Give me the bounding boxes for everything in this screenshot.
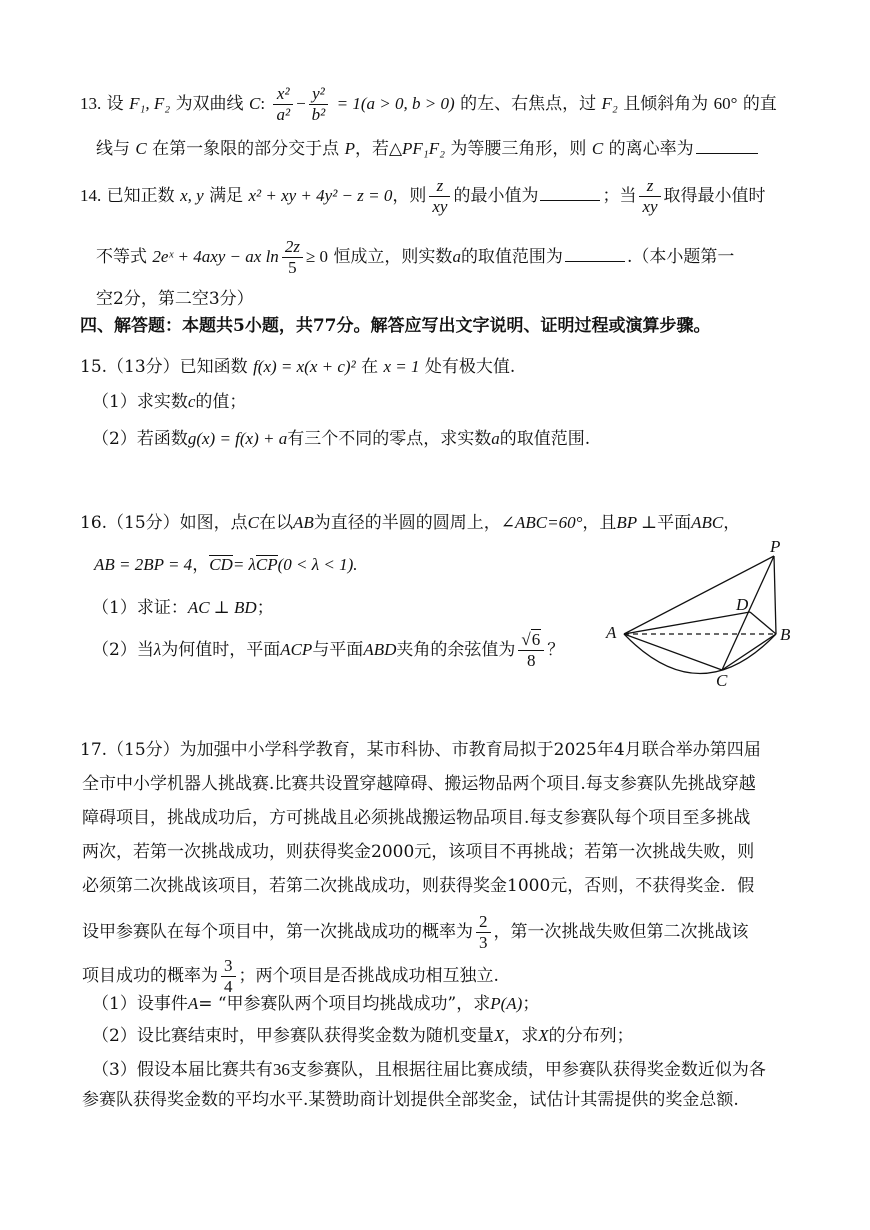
segment-bd bbox=[750, 612, 776, 634]
q14-inequality-1: 2eˣ + 4axy − ax ln bbox=[152, 247, 279, 266]
segment-ap bbox=[624, 556, 774, 634]
q13-colon: : bbox=[260, 94, 266, 113]
q17-l3: 障碍项目，挑战成功后，方可挑战且必须挑战搬运物品项目.每支参赛队每个项目至多挑战 bbox=[82, 808, 751, 828]
q14-z: z bbox=[429, 176, 450, 197]
q14-xy-2: xy bbox=[642, 197, 658, 216]
q13-minus: − bbox=[296, 94, 306, 113]
q13-line2-b: 在第一象限的部分交于点 bbox=[152, 139, 340, 159]
q17-part1-c: ； bbox=[522, 994, 540, 1014]
q15-part2-c: 的取值范围. bbox=[499, 429, 591, 449]
q16-part2 bbox=[92, 630, 564, 671]
label-p: P bbox=[770, 538, 781, 556]
label-a: A bbox=[606, 623, 617, 642]
q14-inequality-2: ≥ 0 bbox=[305, 247, 329, 266]
q16-perp: BP ⊥ bbox=[616, 513, 658, 532]
q14-text-4: 的最小值为 bbox=[453, 186, 539, 206]
q15-text-1: 在 bbox=[361, 357, 379, 377]
q14-2z: 2z bbox=[282, 237, 303, 258]
q13-text-5: 的直 bbox=[742, 94, 777, 114]
section-4-heading bbox=[80, 314, 710, 338]
q14-number: 14. bbox=[80, 186, 102, 205]
q13-number: 13. bbox=[80, 94, 102, 113]
q15-x1: x = 1 bbox=[383, 357, 420, 376]
q13-text-1: 设 bbox=[106, 94, 124, 114]
q13-condition: = 1(a > 0, b > 0) bbox=[336, 94, 455, 113]
q16-sqrt6: √6 bbox=[518, 630, 544, 651]
q17-part3-cont bbox=[82, 1088, 739, 1112]
q17-part2 bbox=[92, 1024, 634, 1048]
q16-part1-c: ； bbox=[256, 598, 274, 618]
q14-text-5: ；当 bbox=[602, 186, 637, 206]
q16-part2-c: 与平面 bbox=[312, 640, 364, 660]
q13-line2-c: ，若△ bbox=[354, 139, 403, 159]
segment-bp bbox=[774, 556, 776, 634]
q15-part1-b: 的值； bbox=[195, 392, 247, 412]
q16-geometry-figure bbox=[600, 538, 800, 688]
q16-text-1: 在以 bbox=[259, 513, 294, 533]
q16-text-4: 平面 bbox=[657, 513, 692, 533]
q17-line5 bbox=[82, 874, 754, 898]
q15-g-function: g(x) = f(x) + a bbox=[187, 429, 288, 448]
q16-point-c: C bbox=[247, 513, 260, 532]
segment-ac bbox=[624, 634, 722, 670]
q17-part3-c: 参赛队获得奖金数的平均水平.某赞助商计划提供全部奖金，试估计其需提供的奖金总额. bbox=[82, 1090, 739, 1110]
label-b: B bbox=[780, 625, 791, 644]
q14-frac-2 bbox=[639, 176, 660, 217]
q16-line1 bbox=[80, 511, 740, 535]
q17-part3-b: 支参赛队，且根据往届比赛成绩，甲参赛队获得奖金数近似为各 bbox=[289, 1060, 766, 1080]
q16-head: 16.（15分）如图，点 bbox=[80, 513, 248, 533]
q16-lambda: λ bbox=[153, 640, 162, 659]
q17-x-2: X bbox=[538, 1026, 549, 1045]
q14-line2-b: 恒成立，则实数 bbox=[333, 247, 453, 267]
q16-six: 6 bbox=[531, 630, 541, 649]
q17-l6-a: 设甲参赛队在每个项目中，第一次挑战成功的概率为 bbox=[82, 922, 473, 942]
q16-plane-abc: ABC bbox=[691, 513, 724, 532]
q17-part3 bbox=[92, 1058, 766, 1082]
q13-y2: y² bbox=[309, 84, 329, 105]
q14-frac-3 bbox=[282, 237, 303, 278]
q15-head: 15.（13分）已知函数 bbox=[80, 357, 248, 377]
q17-line7 bbox=[82, 956, 499, 997]
q13-text-3: 的左、右焦点，过 bbox=[460, 94, 597, 114]
q14-line1 bbox=[80, 176, 766, 217]
q16-eq-lambda: = λ bbox=[232, 555, 256, 574]
q16-angle: ∠ABC=60° bbox=[500, 513, 583, 532]
q16-part1-expr: AC ⊥ BD bbox=[187, 598, 257, 617]
q16-part2-a: （2）当 bbox=[92, 640, 154, 660]
q17-line6 bbox=[82, 912, 749, 953]
q14-line3-text: 空2分，第二空3分） bbox=[96, 289, 254, 309]
q17-two: 2 bbox=[476, 912, 491, 933]
q16-ab: AB bbox=[293, 513, 314, 532]
q17-three-num: 3 bbox=[221, 956, 236, 977]
q13-line2-d: 为等腰三角形，则 bbox=[450, 139, 587, 159]
q16-cos-fraction bbox=[518, 630, 544, 671]
q17-three: 3 bbox=[479, 933, 488, 952]
q16-comma-2: ， bbox=[192, 555, 210, 575]
q16-text-2: 为直径的半圆的圆周上， bbox=[313, 513, 501, 533]
q17-l6-b: ，第一次挑战失败但第二次挑战该 bbox=[493, 922, 749, 942]
label-d: D bbox=[736, 595, 749, 614]
q14-vars: x, y bbox=[180, 186, 204, 205]
q13-curve-2: C bbox=[135, 139, 147, 158]
q15-c: c bbox=[187, 392, 196, 411]
q13-text-2: 为双曲线 bbox=[175, 94, 244, 114]
q13-a2: a² bbox=[276, 105, 291, 124]
q13-frac-x bbox=[273, 84, 293, 125]
q17-frac-three-quarters bbox=[221, 956, 236, 997]
q15-function: f(x) = x(x + c)² bbox=[253, 357, 356, 376]
q13-answer-blank bbox=[696, 135, 758, 154]
q17-part1-b: = “甲参赛队两个项目均挑战成功”，求 bbox=[198, 994, 491, 1014]
q15-a: a bbox=[491, 429, 500, 448]
q17-line1 bbox=[80, 738, 761, 762]
q13-point-p: P bbox=[344, 139, 355, 158]
q14-blank-2 bbox=[565, 243, 625, 262]
q13-frac-y bbox=[309, 84, 329, 125]
q15-part2 bbox=[92, 427, 590, 451]
q14-text-6: 取得最小值时 bbox=[663, 186, 766, 206]
q13-curve-3: C bbox=[591, 139, 604, 158]
q17-l5: 必须第二次挑战该项目，若第二次挑战成功，则获得奖金1000元，否则，不获得奖金．假 bbox=[82, 876, 755, 896]
q14-z-2: z bbox=[639, 176, 660, 197]
q14-xy: xy bbox=[432, 197, 448, 216]
q14-frac-1 bbox=[429, 176, 450, 217]
q14-five: 5 bbox=[288, 258, 297, 277]
q13-line2-a: 线与 bbox=[96, 139, 130, 159]
section-4-text: 四、解答题：本题共5小题，共77分。解答应写出文字说明、证明过程或演算步骤。 bbox=[80, 316, 711, 336]
q17-event-a: A bbox=[187, 994, 199, 1013]
q14-equation: x² + xy + 4y² − z = 0 bbox=[248, 186, 393, 205]
q17-part2-c: 的分布列； bbox=[548, 1026, 634, 1046]
q16-part1-a: （1）求证： bbox=[92, 598, 188, 618]
q17-x: X bbox=[493, 1026, 505, 1045]
q16-part1 bbox=[92, 596, 274, 620]
q15-line1 bbox=[80, 355, 515, 379]
q17-line3 bbox=[82, 806, 750, 830]
q13-text-4: 且倾斜角为 bbox=[623, 94, 709, 114]
q16-lambda-range: (0 < λ < 1). bbox=[277, 555, 358, 574]
q17-part2-b: ，求 bbox=[504, 1026, 539, 1046]
q13-line1 bbox=[80, 84, 777, 125]
segment-ad bbox=[624, 612, 750, 634]
q15-part1-a: （1）求实数 bbox=[92, 392, 188, 412]
label-c: C bbox=[716, 671, 728, 688]
q14-text-3: ，则 bbox=[392, 186, 427, 206]
q16-ab-eq: AB = 2BP = 4 bbox=[94, 555, 193, 574]
q16-part2-d: 夹角的余弦值为 bbox=[396, 640, 516, 660]
q17-36: 36 bbox=[272, 1060, 290, 1079]
q16-comma: ， bbox=[723, 513, 741, 533]
q14-line2 bbox=[96, 237, 734, 278]
q15-text-2: 处有极大值. bbox=[424, 357, 516, 377]
q17-frac-two-thirds bbox=[476, 912, 491, 953]
q13-foci: F₁, F₂ bbox=[129, 94, 171, 113]
q17-l4: 两次，若第一次挑战成功，则获得奖金2000元，该项目不再挑战；若第一次挑战失败，则 bbox=[82, 842, 755, 862]
q15-part1 bbox=[92, 390, 246, 414]
q17-l2: 全市中小学机器人挑战赛.比赛共设置穿越障碍、搬运物品两个项目.每支参赛队先挑战穿越 bbox=[82, 774, 756, 794]
q16-eight: 8 bbox=[527, 651, 536, 670]
q14-blank-1 bbox=[540, 182, 600, 201]
q17-l1: 17.（15分）为加强中小学科学教育，某市科协、市教育局拟于2025年4月联合举办第四届 bbox=[80, 740, 761, 760]
q17-part1-a: （1）设事件 bbox=[92, 994, 188, 1014]
q16-plane-abd: ABD bbox=[363, 640, 397, 659]
q16-vector-cp: CP bbox=[256, 553, 278, 577]
q16-plane-acp: ACP bbox=[280, 640, 313, 659]
q16-text-3: ，且 bbox=[582, 513, 617, 533]
q13-triangle: PF₁F₂ bbox=[402, 139, 446, 158]
semicircle-arc bbox=[624, 634, 776, 674]
q17-l7-b: ；两个项目是否挑战成功相互独立. bbox=[238, 966, 499, 986]
q14-a: a bbox=[452, 247, 461, 266]
q17-four: 4 bbox=[224, 977, 233, 996]
q15-part2-a: （2）若函数 bbox=[92, 429, 188, 449]
q16-part2-b: 为何值时，平面 bbox=[161, 640, 281, 660]
q14-text-1: 已知正数 bbox=[106, 186, 175, 206]
q13-angle: 60° bbox=[713, 94, 738, 113]
q13-curve: C bbox=[248, 94, 261, 113]
q14-line2-a: 不等式 bbox=[96, 247, 147, 267]
q15-part2-b: 有三个不同的零点，求实数 bbox=[287, 429, 492, 449]
q16-part2-e: ？ bbox=[547, 640, 565, 660]
q17-l7-a: 项目成功的概率为 bbox=[82, 966, 218, 986]
q13-b2: b² bbox=[311, 105, 326, 124]
q13-x2: x² bbox=[273, 84, 293, 105]
q13-f2: F₂ bbox=[601, 94, 618, 113]
q14-line2-c: 的取值范围为 bbox=[460, 247, 563, 267]
q16-vector-cd: CD bbox=[209, 553, 233, 577]
q17-line2 bbox=[82, 772, 756, 796]
q14-text-2: 满足 bbox=[209, 186, 244, 206]
q14-line3 bbox=[96, 287, 254, 311]
q13-line2-e: 的离心率为 bbox=[608, 139, 694, 159]
q13-line2 bbox=[96, 135, 760, 161]
q16-line2 bbox=[94, 553, 358, 577]
q17-part2-a: （2）设比赛结束时，甲参赛队获得奖金数为随机变量 bbox=[92, 1026, 494, 1046]
q17-part1 bbox=[92, 992, 539, 1016]
q17-line4 bbox=[82, 840, 754, 864]
q14-line2-d: .（本小题第一 bbox=[626, 247, 735, 267]
q17-part3-a: （3）假设本届比赛共有 bbox=[92, 1060, 273, 1080]
q17-prob-a: P(A) bbox=[490, 994, 523, 1013]
